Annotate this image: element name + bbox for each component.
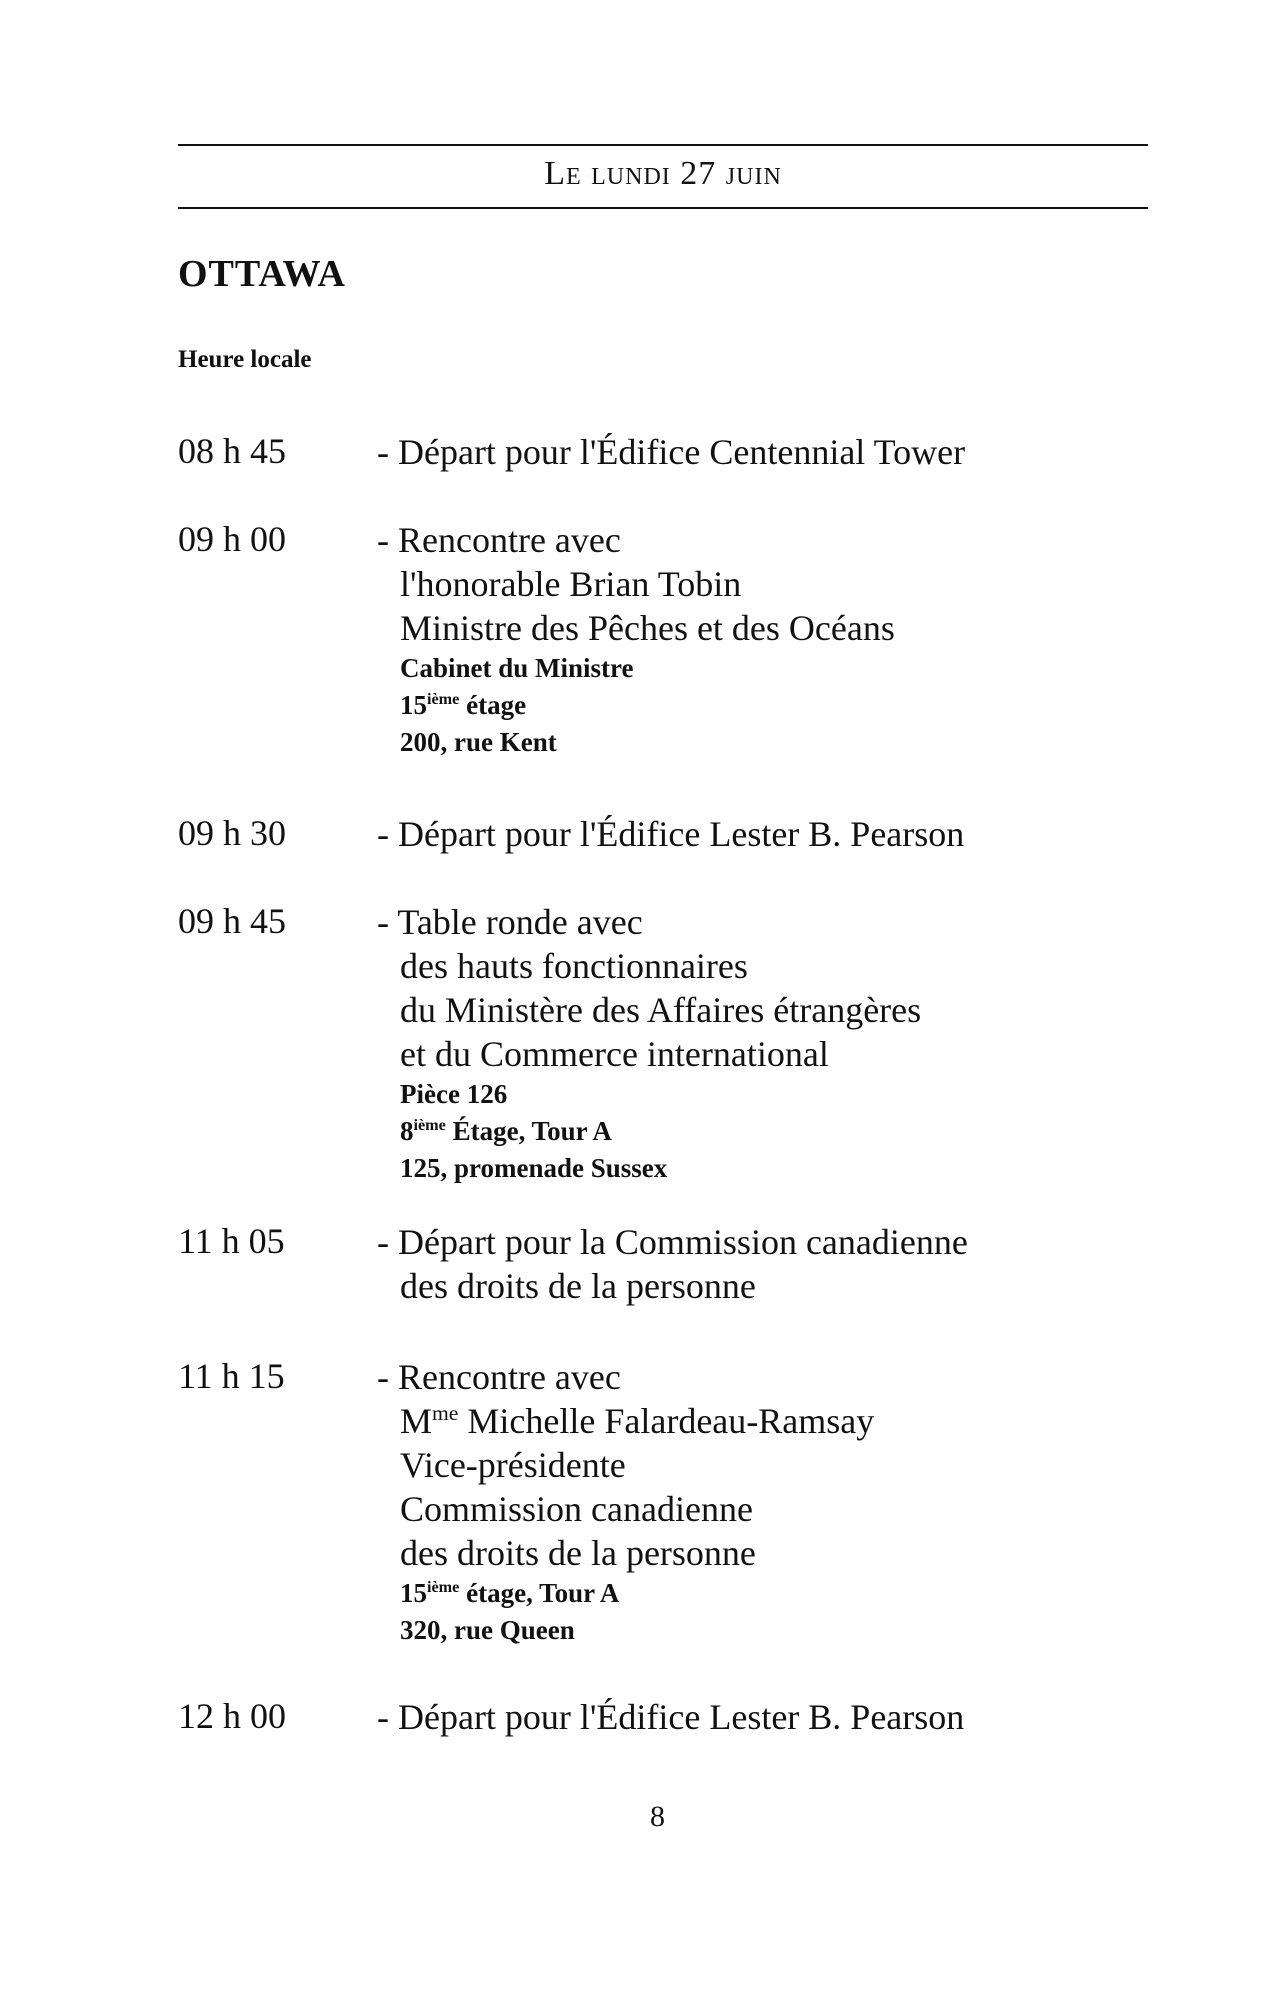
entry-line: $M^{me}$ Michelle Falardeau-Ramsay [400, 1401, 875, 1441]
entry-address-line: 200, rue Kent [400, 727, 557, 757]
entry-address-line: 8ième Étage, Tour A [400, 1116, 612, 1146]
entry-address-line: 15ième étage [400, 690, 527, 720]
entry-line: Commission canadienne [400, 1489, 753, 1529]
entry-line: - Départ pour l'Édifice Lester B. Pearson [377, 1697, 965, 1737]
entry-line: - Table ronde avec [377, 902, 643, 942]
entry-line: l'honorable Brian Tobin [400, 564, 742, 604]
entry-time: 12 h 00 [178, 1696, 286, 1736]
entry-time: 11 h 15 [178, 1356, 285, 1396]
entry-body [377, 430, 1160, 474]
entry-line: et du Commerce international [400, 1034, 829, 1074]
superscript: ième [427, 1578, 460, 1596]
entry-line: - Départ pour l'Édifice Lester B. Pearson [377, 814, 965, 854]
entry-address-line: 125, promenade Sussex [400, 1153, 668, 1183]
superscript: ième [413, 1116, 446, 1134]
entry-line: - Départ pour l'Édifice Centennial Tower [377, 432, 966, 472]
entry-address-line: 15ième étage, Tour A [400, 1578, 620, 1608]
header-rule-bottom [178, 207, 1148, 209]
entry-time: 08 h 45 [178, 431, 286, 471]
entry-time: 09 h 45 [178, 901, 286, 941]
page-heading: Le lundi 27 juin [544, 155, 782, 192]
local-time-label: Heure locale [178, 346, 312, 373]
entry-line: Ministre des Pêches et des Océans [400, 608, 895, 648]
superscript: me [432, 1401, 459, 1425]
entry-line: Vice-présidente [400, 1445, 626, 1485]
entry-body [377, 1220, 1160, 1308]
entry-line: du Ministère des Affaires étrangères [400, 990, 922, 1030]
header-rule-top [178, 144, 1148, 146]
entry-body [377, 900, 1160, 1187]
entry-time: 09 h 00 [178, 519, 286, 559]
entry-line: - Rencontre avec [377, 1357, 621, 1397]
entry-address-line: Pièce 126 [400, 1079, 508, 1109]
entry-time: 11 h 05 [178, 1221, 285, 1261]
entry-line: des droits de la personne [400, 1266, 756, 1306]
entry-time: 09 h 30 [178, 813, 286, 853]
city-title: OTTAWA [178, 253, 346, 295]
entry-line: des droits de la personne [400, 1533, 756, 1573]
entry-body [377, 1695, 1160, 1739]
entry-line: - Départ pour la Commission canadienne [377, 1222, 968, 1262]
page-number: 8 [650, 1800, 665, 1833]
entry-line: - Rencontre avec [377, 520, 621, 560]
entry-address-line: 320, rue Queen [400, 1615, 575, 1645]
entry-body [377, 1355, 1160, 1649]
entry-body [377, 518, 1160, 761]
entry-body [377, 812, 1160, 856]
superscript: ième [427, 690, 460, 708]
entry-line: des hauts fonctionnaires [400, 946, 748, 986]
entry-address-line: Cabinet du Ministre [400, 653, 634, 683]
